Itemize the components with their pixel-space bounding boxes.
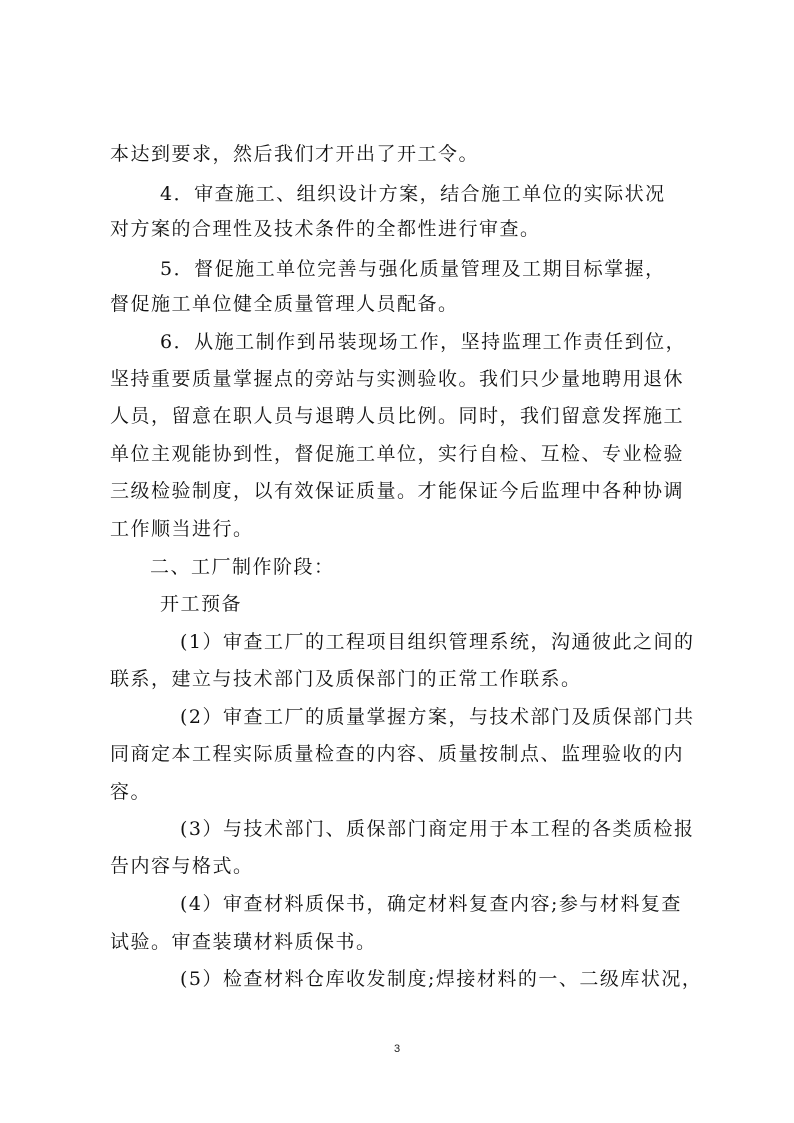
text-line: 4．审查施工、组织设计方案，结合施工单位的实际状况 <box>160 183 666 205</box>
section-heading: 二、工厂制作阶段： <box>150 556 335 578</box>
text-line: 督促施工单位健全质量管理人员配备。 <box>110 293 459 315</box>
text-line: (3）与技术部门、质保部门商定用于本工程的各类质检报 <box>180 818 695 840</box>
text-line: 本达到要求，然后我们才开出了开工令。 <box>110 143 480 165</box>
text-line: 6．从施工制作到吊装现场工作，坚持监理工作责任到位， <box>160 331 687 353</box>
text-line: 对方案的合理性及技术条件的全都性进行审查。 <box>110 218 541 240</box>
text-line: 单位主观能协到性，督促施工单位，实行自检、互检、专业检验 <box>110 443 685 465</box>
page-number: 3 <box>393 1043 401 1055</box>
text-line: (4）审查材料质保书，确定材料复查内容;参与材料复查 <box>180 893 682 915</box>
text-line: 容。 <box>110 781 152 803</box>
text-line: 同商定本工程实际质量检查的内容、质量按制点、监理验收的内 <box>110 743 685 765</box>
text-line: (5）检查材料仓库收发制度;焊接材料的一、二级库状况， <box>180 968 703 990</box>
text-line: 告内容与格式。 <box>110 855 254 877</box>
text-line: 工作顺当进行。 <box>110 518 254 540</box>
subsection-heading: 开工预备 <box>160 593 243 615</box>
text-line: 三级检验制度，以有效保证质量。才能保证今后监理中各种协调 <box>110 480 685 502</box>
text-line: 试验。审查装璜材料质保书。 <box>110 931 377 953</box>
text-line: (1）审查工厂的工程项目组织管理系统，沟通彼此之间的 <box>180 631 695 653</box>
text-line: 5．督促施工单位完善与强化质量管理及工期目标掌握， <box>160 258 666 280</box>
text-line: (2）审查工厂的质量掌握方案，与技术部门及质保部门共 <box>180 706 695 728</box>
text-line: 联系，建立与技术部门及质保部门的正常工作联系。 <box>110 668 582 690</box>
text-line: 坚持重要质量掌握点的旁站与实测验收。我们只少量地聘用退休 <box>110 368 685 390</box>
text-line: 人员，留意在职人员与退聘人员比例。同时，我们留意发挥施工 <box>110 405 685 427</box>
